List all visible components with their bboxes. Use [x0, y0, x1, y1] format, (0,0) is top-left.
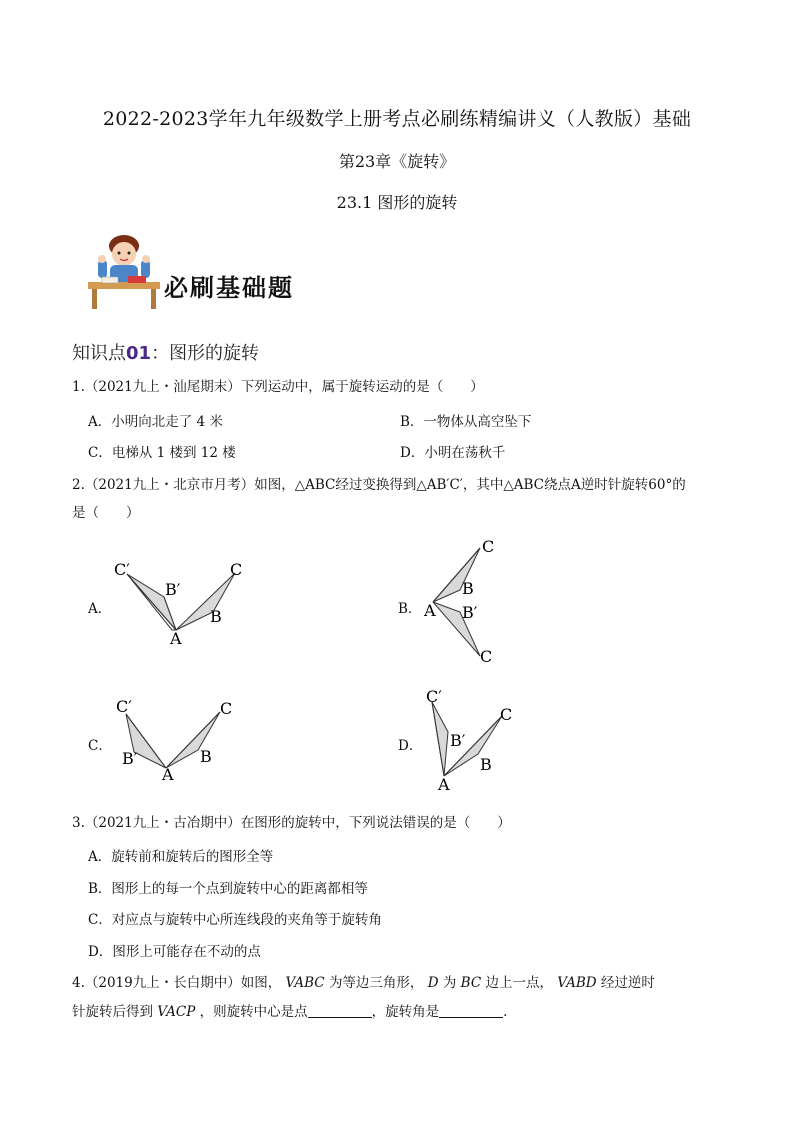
fig-b-label-5: C: [480, 647, 493, 666]
kp-topic: 图形的旋转: [169, 343, 260, 364]
q2-option-a-label: A．: [88, 601, 112, 617]
fig-b-label-1: C: [482, 538, 495, 556]
question-1-stem: 1.（2021九上・汕尾期末）下列运动中，属于旋转运动的是（ ）: [72, 379, 484, 395]
q3-option-d: D．图形上可能存在不动的点: [88, 944, 261, 960]
q4-text-9: .: [503, 1004, 508, 1020]
q1-option-b: B．一物体从高空坠下: [400, 414, 532, 430]
kp-prefix: 知识点: [72, 343, 126, 364]
q2-option-c-label: C．: [88, 738, 112, 754]
fig-a-label-2: B′: [165, 580, 181, 599]
fig-d-label-1: C′: [426, 688, 442, 706]
q1-option-c: C．电梯从 1 楼到 12 楼: [88, 445, 236, 461]
fig-a-label-4: C: [230, 560, 243, 579]
q4-text-7: ，则旋转中心是点: [199, 1004, 308, 1020]
fig-a-label-5: B: [210, 607, 222, 626]
fig-c-label-2: B′: [122, 749, 138, 768]
banner-label: 必刷基础题: [164, 274, 294, 302]
q4-triangle-acp: VACP: [157, 1004, 196, 1020]
q4-triangle-abd: VABD: [557, 975, 597, 991]
q2-option-d-figure: [418, 688, 528, 798]
fig-b-label-4: B′: [462, 603, 478, 622]
q4-segment-bc: BC: [460, 975, 482, 991]
q3-option-b: B．图形上的每一个点到旋转中心的距离都相等: [88, 881, 368, 897]
fig-d-label-4: C: [500, 705, 513, 724]
question-2-stem-line2: 是（ ）: [72, 505, 140, 521]
document-title: 2022-2023学年九年级数学上册考点必刷练精编讲义（人教版）基础: [102, 108, 692, 130]
question-2-stem-line1: 2.（2021九上・北京市月考）如图，△ABC经过变换得到△AB′C′，其中△ABC绕点A逆时针旋转60°的: [72, 477, 686, 493]
q4-answer-blank-center[interactable]: [308, 1003, 372, 1018]
fig-d-label-2: B′: [450, 731, 466, 750]
q4-text-8: ，旋转角是: [371, 1004, 440, 1020]
fig-b-label-2: B: [462, 579, 474, 598]
q2-option-b-figure: [418, 538, 518, 666]
kp-colon: ：: [151, 343, 170, 364]
fig-c-label-1: C′: [116, 698, 132, 716]
section-title: 23.1 图形的旋转: [336, 193, 458, 212]
q3-option-a: A．旋转前和旋转后的图形全等: [88, 849, 274, 865]
fig-b-label-3: A: [424, 601, 436, 620]
question-3-stem: 3.（2021九上・古冶期中）在图形的旋转中，下列说法错误的是（ ）: [72, 815, 511, 831]
q2-option-b-label: B．: [398, 601, 422, 617]
question-4-stem-line2: [72, 1001, 507, 1023]
q2-option-d-label: D．: [398, 738, 423, 754]
q4-answer-blank-angle[interactable]: [439, 1003, 503, 1018]
question-4-stem-line1: [72, 972, 655, 994]
q4-text-6: 针旋转后得到: [72, 1004, 153, 1020]
q2-option-a-figure: [110, 560, 260, 650]
knowledge-point-heading: [72, 339, 259, 365]
fig-c-label-4: C: [220, 699, 233, 718]
q1-option-a: A．小明向北走了 4 米: [88, 414, 223, 430]
fig-a-label-3: A: [170, 629, 182, 648]
q4-text-5: 经过逆时: [600, 975, 655, 991]
q1-option-d: D．小明在荡秋千: [400, 445, 506, 461]
student-desk-illustration: [84, 230, 164, 312]
fig-d-label-3: A: [438, 775, 450, 794]
fig-d-label-5: B: [480, 755, 492, 774]
q3-option-c: C．对应点与旋转中心所连线段的夹角等于旋转角: [88, 912, 382, 928]
q4-text-1: 4.（2019九上・长白期中）如图，: [72, 975, 282, 991]
q4-text-3: 为: [442, 975, 457, 991]
fig-c-label-3: A: [162, 765, 174, 784]
q4-text-2: 为等边三角形，: [328, 975, 424, 991]
q2-option-c-figure: [110, 698, 250, 784]
chapter-title: 第23章《旋转》: [338, 152, 456, 171]
q4-point-d: D: [427, 975, 439, 991]
fig-a-label-1: C′: [114, 560, 130, 579]
fig-c-label-5: B: [200, 747, 212, 766]
kp-number: 01: [126, 343, 152, 364]
q4-text-4: 边上一点，: [485, 975, 553, 991]
q4-triangle-abc: VABC: [285, 975, 325, 991]
